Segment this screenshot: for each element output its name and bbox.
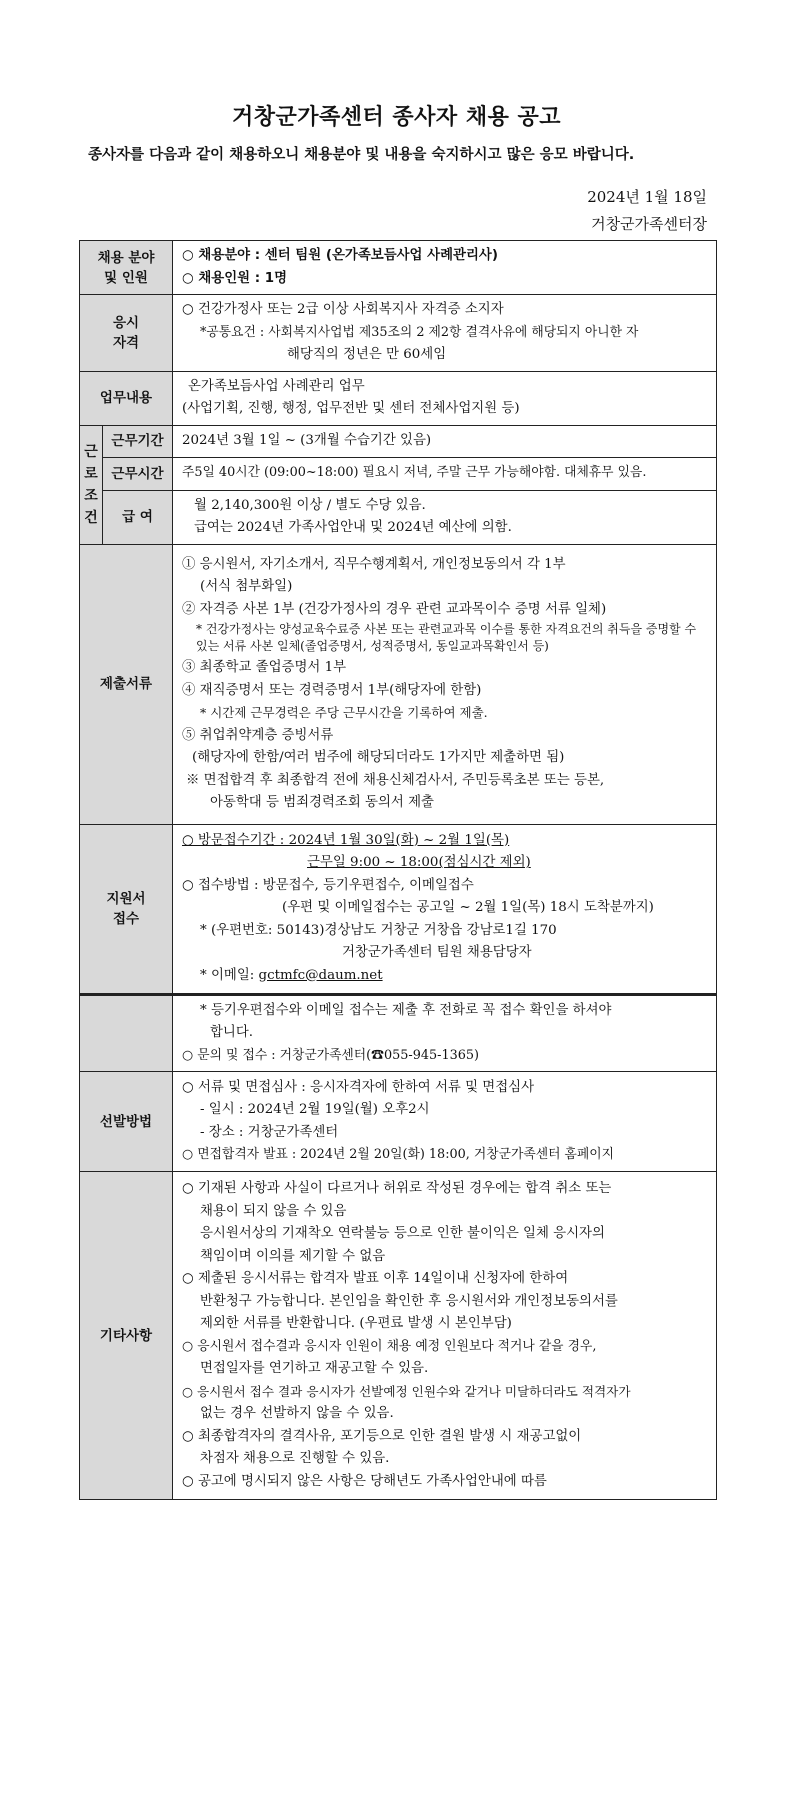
work-period-value: 2024년 3월 1일 ~ (3개월 수습기간 있음)	[173, 425, 717, 457]
row-application	[80, 824, 717, 994]
email-line: * 이메일: gctmfc@daum.net	[200, 967, 383, 983]
field-content: ○ 채용분야 : 센터 팀원 (온가족보듬사업 사례관리사) ○ 채용인원 : 1명	[173, 241, 717, 295]
row-pay	[80, 490, 717, 544]
application-continued-label	[80, 994, 173, 1072]
selection-label: 선발방법	[80, 1072, 173, 1172]
row-work-period	[80, 425, 717, 457]
announcement-date: 2024년 1월 18일	[587, 188, 707, 206]
issuer-name: 거창군가족센터장	[591, 215, 707, 233]
documents-label: 제출서류	[80, 544, 173, 824]
others-label: 기타사항	[80, 1172, 173, 1500]
row-application-continued	[80, 994, 717, 1072]
page-title: 거창군가족센터 종사자 채용 공고	[231, 105, 561, 130]
row-documents	[80, 544, 717, 824]
email-link[interactable]: gctmfc@daum.net	[258, 967, 383, 983]
row-qualification	[80, 295, 717, 372]
selection-content: ○ 서류 및 면접심사 : 응시자격자에 한하여 서류 및 면접심사 - 일시 : 2024년 2월 19일(월) 오후2시 - 장소 : 거창군가족센터 ○ 면접합격자 발표 : 2024년 2월 20일(화) 18:00, 거창군가족센터 홈페이지	[173, 1072, 717, 1172]
intro-text: 종사자를 다음과 같이 채용하오니 채용분야 및 내용을 숙지하시고 많은 응모 바랍니다.	[88, 147, 635, 163]
work-period-label: 근무기간	[103, 425, 173, 457]
application-continued-content: * 등기우편접수와 이메일 접수는 제출 후 전화로 꼭 접수 확인을 하셔야 합니다. ○ 문의 및 접수 : 거창군가족센터(☎055-945-1365)	[173, 994, 717, 1072]
row-others	[80, 1172, 717, 1500]
application-label: 지원서 접수	[80, 824, 173, 994]
work-hours-label: 근무시간	[103, 457, 173, 490]
row-duty	[80, 371, 717, 425]
field-label: 채용 분야 및 인원	[80, 241, 173, 295]
qualification-label: 응시 자격	[80, 295, 173, 372]
row-field	[80, 241, 717, 295]
recruitment-table	[79, 240, 717, 1500]
work-conditions-label: 근 로 조 건	[80, 425, 103, 544]
pay-label: 급 여	[103, 490, 173, 544]
duty-content: 온가족보듬사업 사례관리 업무 (사업기획, 진행, 행정, 업무전반 및 센터 전체사업지원 등)	[173, 371, 717, 425]
duty-label: 업무내용	[80, 371, 173, 425]
pay-content: 월 2,140,300원 이상 / 별도 수당 있음. 급여는 2024년 가족사업안내 및 2024년 예산에 의함.	[173, 490, 717, 544]
others-content: ○ 기재된 사항과 사실이 다르거나 허위로 작성된 경우에는 합격 취소 또는 채용이 되지 않을 수 있음 응시원서상의 기재착오 연락불능 등으로 인한 불이익은 일체 응시자의 책임이며 이의를 제기할 수 없음 ○ 제출된 응시서류는 합격자 발표 이후 14일이내 신청자에 한하여 반환청구 가능합니다. 본인임을 확인한 후 응시원서와 개인정보동의서를 제외한 서류를 반환합니다. (우편료 발생 시 본인부담) ○ 응시원서 접수결과 응시자 인원이 채용 예정 인원보다 적거나 같을 경우, 면접일자를 연기하고 재공고할 수 있음. ○ 응시원서 접수 결과 응시자가 선발예정 인원수와 같거나 미달하더라도 적격자가 없는 경우 선발하지 않을 수 있음. ○ 최종합격자의 결격사유, 포기등으로 인한 결원 발생 시 재공고없이 차점자 채용으로 진행할 수 있음. ○ 공고에 명시되지 않은 사항은 당해년도 가족사업안내에 따름	[173, 1172, 717, 1500]
row-selection	[80, 1072, 717, 1172]
qualification-content: ○ 건강가정사 또는 2급 이상 사회복지사 자격증 소지자 *공통요건 : 사회복지사업법 제35조의 2 제2항 결격사유에 해당되지 아니한 자 해당직의 정년은 만 60세임	[173, 295, 717, 372]
documents-content: ① 응시원서, 자기소개서, 직무수행계획서, 개인정보동의서 각 1부 (서식 첨부화일) ② 자격증 사본 1부 (건강가정사의 경우 관련 교과목이수 증명 서류 일체) * 건강가정사는 양성교육수료증 사본 또는 관련교과목 이수를 통한 자격요건의 취득을 증명할 수 있는 서류 사본 일체(졸업증명서, 성적증명서, 동일교과목확인서 등) ③ 최종학교 졸업증명서 1부 ④ 재직증명서 또는 경력증명서 1부(해당자에 한함) * 시간제 근무경력은 주당 근무시간을 기록하여 제출. ⑤ 취업취약계층 증빙서류 (해당자에 한함/여러 범주에 해당되더라도 1가지만 제출하면 됨) ※ 면접합격 후 최종합격 전에 채용신체검사서, 주민등록초본 또는 등본, 아동학대 등 범죄경력조회 동의서 제출	[173, 544, 717, 824]
application-content: ○ 방문접수기간 : 2024년 1월 30일(화) ~ 2월 1일(목) 근무일 9:00 ~ 18:00(점심시간 제외) ○ 접수방법 : 방문접수, 등기우편접수, 이메일접수 (우편 및 이메일접수는 공고일 ~ 2월 1일(목) 18시 도착분까지) * (우편번호: 50143)경상남도 거창군 거창읍 강남로1길 170 거창군가족센터 팀원 채용담당자 * 이메일: gctmfc@daum.net	[173, 824, 717, 994]
work-hours-value: 주5일 40시간 (09:00~18:00) 필요시 저녁, 주말 근무 가능해야함. 대체휴무 있음.	[173, 457, 717, 490]
row-work-hours	[80, 457, 717, 490]
